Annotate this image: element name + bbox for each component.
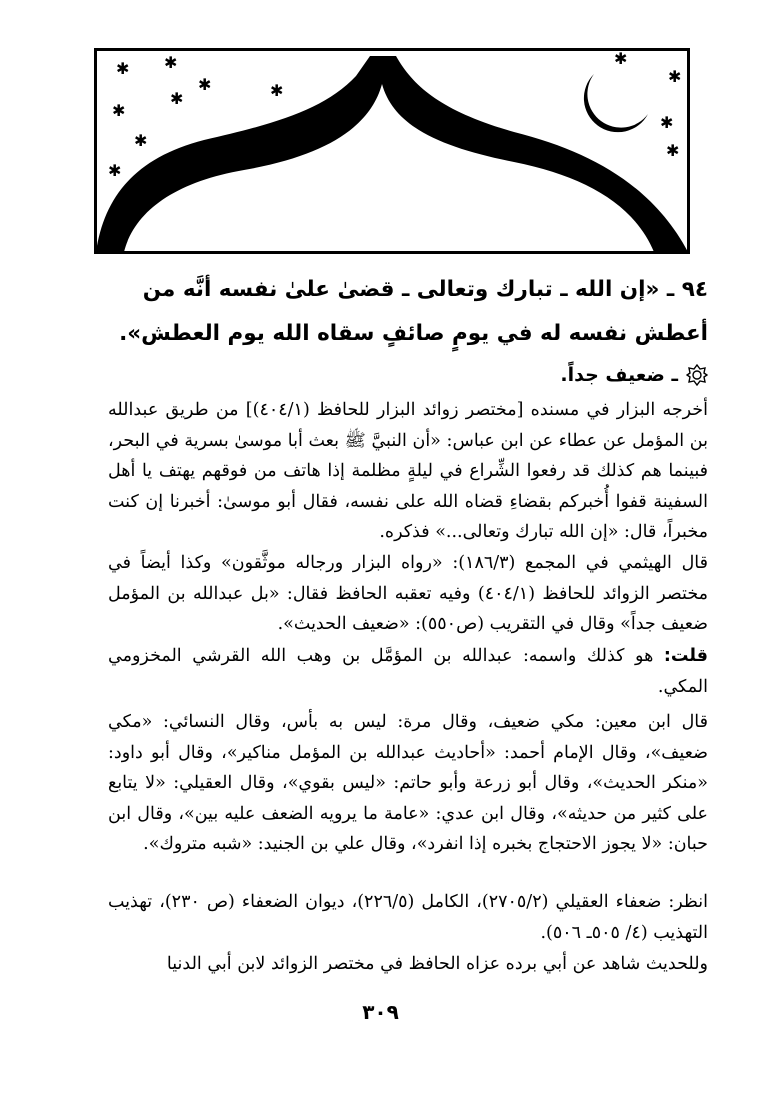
- header-ornament: [94, 48, 690, 254]
- paragraph-references: انظر: ضعفاء العقيلي (٢٧٠٥/٢)، الكامل (٢٢٦/٥)، ديوان الضعفاء (ص ٢٣٠)، تهذيب التهذيب (٤/ ٥٠٥ـ ٥٠٦).: [108, 892, 708, 943]
- grade-text: ـ ضعيف جداً.: [560, 364, 678, 386]
- paragraph-shahid: وللحديث شاهد عن أبي برده عزاه الحافظ في مختصر الزوائد لابن أبي الدنيا: [166, 954, 708, 974]
- svg-text:✱: ✱: [660, 113, 674, 132]
- svg-text:✱: ✱: [164, 53, 178, 72]
- hadith-body: ـ «إن الله ـ تبارك وتعالى ـ قضىٰ علىٰ نفسه أنَّه من أعطش نفسه له في يومٍ صائفٍ سقاه الله يوم العطش».: [119, 277, 708, 346]
- qultu-body: هو كذلك واسمه: عبدالله بن المؤمَّل بن وهب الله القرشي المخزومي المكي.: [108, 646, 708, 697]
- svg-text:✱: ✱: [112, 101, 126, 120]
- svg-text:✱: ✱: [170, 89, 184, 108]
- paragraph-haythami: قال الهيثمي في المجمع (١٨٦/٣): «رواه البزار ورجاله موثَّقون» وكذا أيضاً في مختصر الزوائد للحافظ (٤٠٤/١) وفيه تعقبه الحافظ فقال: «بل عبدالله بن المؤمل ضعيف جداً» وقال في التقريب (ص٥٥٠): «ضعيف الحديث».: [108, 553, 708, 634]
- svg-text:✱: ✱: [198, 75, 212, 94]
- grade-line: [108, 358, 708, 392]
- svg-text:✱: ✱: [116, 59, 130, 78]
- hadith-number: ٩٤: [681, 277, 708, 302]
- svg-text:✱: ✱: [270, 81, 284, 100]
- hadith-text: [108, 268, 708, 356]
- svg-text:✱: ✱: [134, 131, 148, 150]
- rosette-icon: [686, 364, 708, 386]
- svg-text:✱: ✱: [668, 67, 682, 86]
- svg-text:✱: ✱: [614, 49, 628, 68]
- svg-text:✱: ✱: [666, 141, 680, 160]
- svg-text:✱: ✱: [108, 161, 122, 180]
- page-number: ٣٠٩: [362, 1000, 399, 1024]
- qultu-lead: قلت:: [663, 646, 708, 666]
- paragraph-takhrij: أخرجه البزار في مسنده [مختصر زوائد البزار للحافظ (٤٠٤/١)] من طريق عبدالله بن المؤمل عن عطاء عن ابن عباس: «أن النبيَّ ﷺ بعث أبا موسىٰ بسرية في البحر، فبينما هم كذلك قد رفعوا الشِّراع في ليلةٍ مظلمة إذا هاتف من فوقهم يهتف يا أهل السفينة قفوا أُخبركم بقضاءِ قضاه الله على نفسه، فقال أبو موسىٰ: أخبرنا إن كنت مخبراً، قال: «إن الله تبارك وتعالى...» فذكره.: [108, 400, 708, 542]
- paragraph-jarh: قال ابن معين: مكي ضعيف، وقال مرة: ليس به بأس، وقال النسائي: «مكي ضعيف»، وقال الإمام أحمد: «أحاديث عبدالله بن المؤمل مناكير»، وقال أبو داود: «منكر الحديث»، وقال أبو زرعة وأبو حاتم: «ليس بقوي»، وقال العقيلي: «لا يتابع على كثير من حديثه»، وقال ابن عدي: «عامة ما يرويه الضعف عليه بين»، وقال ابن حبان: «لا يجوز الاحتجاج بخبره إذا انفرد»، وقال علي بن الجنيد: «شبه متروك».: [108, 712, 708, 854]
- paragraph-qultu: [108, 641, 708, 702]
